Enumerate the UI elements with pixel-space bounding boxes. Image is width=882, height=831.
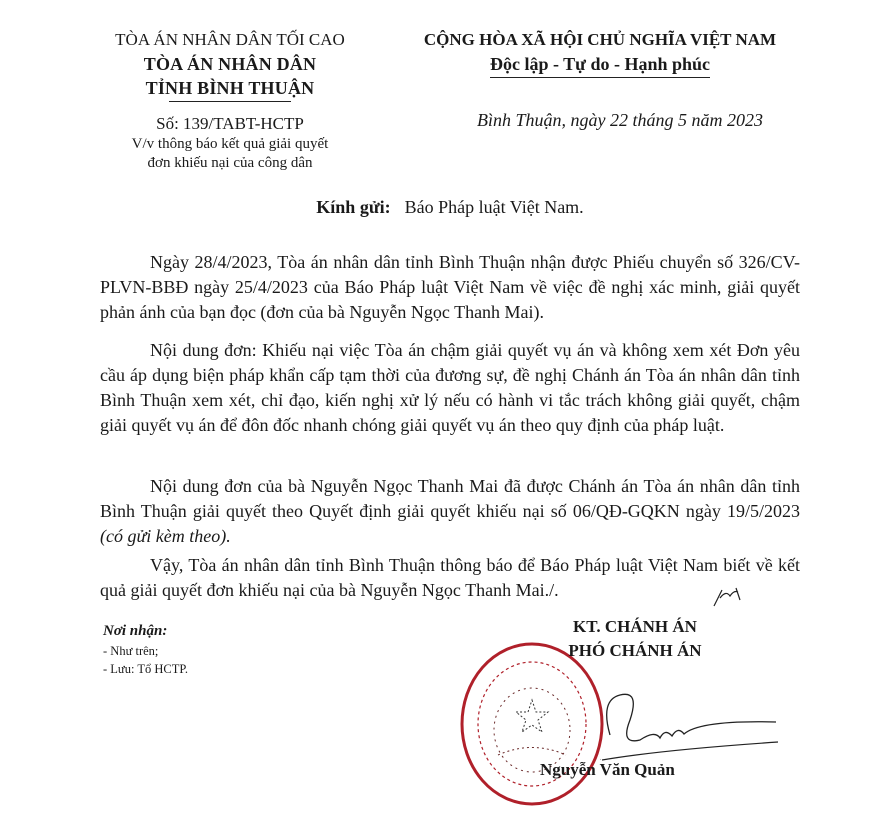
addressee-line bbox=[100, 197, 800, 218]
paragraph-2: Nội dung đơn: Khiếu nại việc Tòa án chậm giải quyết vụ án và không xem xét Đơn yêu cầu áp dụng biện pháp khẩn cấp tạm thời của đương sự, đề nghị Chánh án Tòa án nhân dân tỉnh Bình Thuận xem xét, chỉ đạo, kiến nghị xử lý nếu có hành vi tắc trách không giải quyết, chậm giải quyết vụ án để đôn đốc nhanh chóng giải quyết vụ án theo quy định của pháp luật. bbox=[100, 340, 800, 435]
addressee-label: Kính gửi: bbox=[316, 197, 391, 217]
court-name: TÒA ÁN NHÂN DÂN bbox=[143, 54, 317, 74]
supreme-court-name: TÒA ÁN NHÂN DÂN TỐI CAO bbox=[115, 30, 345, 49]
national-heading-block bbox=[400, 28, 800, 78]
paragraph-3: Nội dung đơn của bà Nguyễn Ngọc Thanh Mai đã được Chánh án Tòa án nhân dân tỉnh Bình Thuận giải quyết theo Quyết định giải quyết khiếu nại số 06/QĐ-GQKN ngày 19/5/2023 (có gửi kèm theo). bbox=[100, 476, 800, 546]
signature-title-1: KT. CHÁNH ÁN bbox=[573, 617, 697, 636]
paragraph-4: Vậy, Tòa án nhân dân tỉnh Bình Thuận thông báo để Báo Pháp luật Việt Nam biết về kết quả giải quyết đơn khiếu nại của bà Nguyễn Ngọc Thanh Mai./. bbox=[100, 555, 800, 600]
attachment-note: (có gửi kèm theo). bbox=[100, 526, 231, 546]
signature-title-block bbox=[520, 615, 750, 663]
recipients-block bbox=[103, 620, 188, 678]
handwritten-signature-icon bbox=[600, 690, 780, 770]
official-stamp-icon bbox=[458, 640, 606, 808]
recipients-title: Nơi nhận: bbox=[103, 623, 168, 639]
subject-line-2: đơn khiếu nại của công dân bbox=[147, 155, 313, 171]
national-title: CỘNG HÒA XÃ HỘI CHỦ NGHĨA VIỆT NAM bbox=[423, 30, 777, 49]
signature-title-2: PHÓ CHÁNH ÁN bbox=[568, 641, 702, 660]
recipient-item: - Lưu: Tổ HCTP. bbox=[103, 662, 189, 676]
header-underline bbox=[169, 101, 291, 102]
addressee-value: Báo Pháp luật Việt Nam. bbox=[404, 197, 584, 217]
initials-mark-icon bbox=[708, 580, 748, 610]
recipient-item: - Như trên; bbox=[103, 644, 159, 658]
signer-name: Nguyễn Văn Quản bbox=[540, 760, 675, 779]
document-number: Số: 139/TABT-HCTP bbox=[156, 114, 304, 133]
national-motto: Độc lập - Tự do - Hạnh phúc bbox=[490, 52, 710, 78]
issuing-authority-block bbox=[90, 28, 370, 173]
paragraph-1: Ngày 28/4/2023, Tòa án nhân dân tỉnh Bình Thuận nhận được Phiếu chuyển số 326/CV-PLVN-BBĐ ngày 25/4/2023 của Báo Pháp luật Việt Nam về việc đề nghị xác minh, giải quyết phản ánh của bạn đọc (đơn của bà Nguyễn Ngọc Thanh Mai). bbox=[100, 252, 800, 322]
subject-line-1: V/v thông báo kết quả giải quyết bbox=[131, 136, 329, 152]
province-name: TỈNH BÌNH THUẬN bbox=[145, 78, 315, 98]
place-date: Bình Thuận, ngày 22 tháng 5 năm 2023 bbox=[477, 110, 763, 130]
